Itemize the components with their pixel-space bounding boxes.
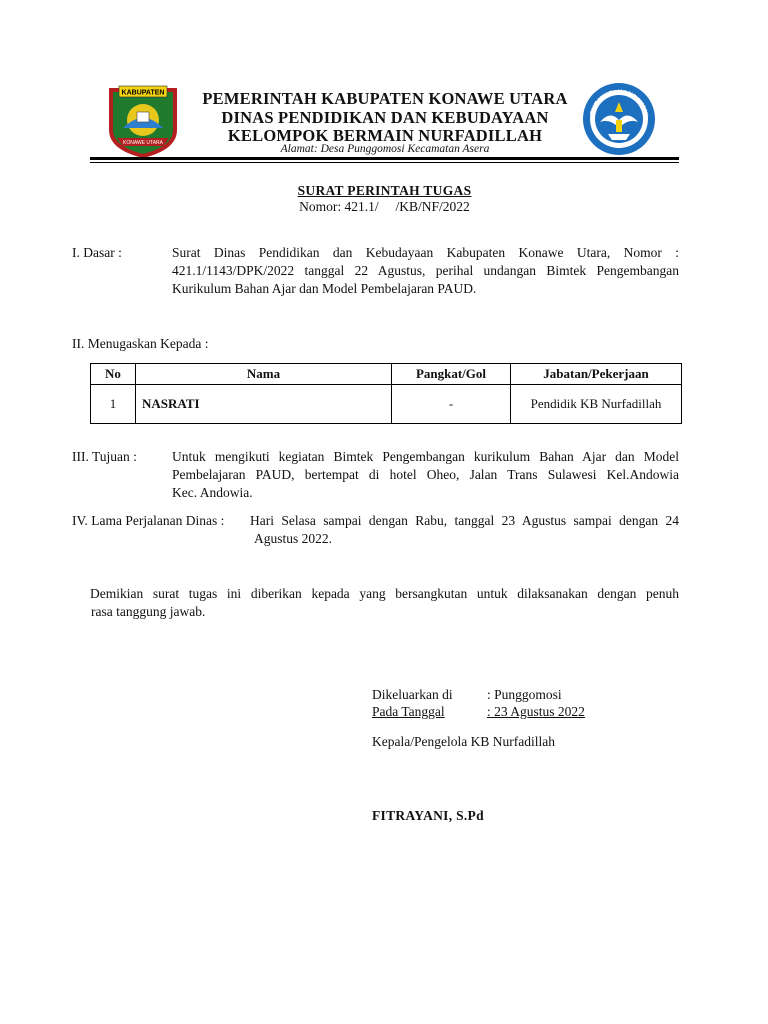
table-row: [91, 385, 682, 424]
dasar-line-1: Surat Dinas Pendidikan dan Kebudayaan Kabupaten Konawe Utara, Nomor :: [172, 245, 679, 260]
letterhead-address: Alamat: Desa Punggomosi Kecamatan Asera: [280, 143, 490, 155]
tujuan-text: [172, 448, 679, 502]
lama-text: [250, 512, 679, 548]
tujuan-label: III. Tujuan :: [72, 449, 137, 464]
signer-position: Kepala/Pengelola KB Nurfadillah: [372, 734, 555, 749]
closing-line-1: Demikian surat tugas ini diberikan kepada yang bersangkutan untuk dilaksanakan dengan penuh: [90, 586, 679, 601]
issued-at-label: Dikeluarkan di: [372, 687, 453, 702]
letterhead: [190, 90, 580, 146]
letterhead-line-3: KELOMPOK BERMAIN NURFADILLAH: [227, 126, 543, 145]
tujuan-line-2: Pembelajaran PAUD, bertempat di hotel Oheo, Jalan Trans Sulawesi Kel.Andowia: [172, 467, 679, 482]
tujuan-line-1: Untuk mengikuti kegiatan Bimtek Pengembangan kurikulum Bahan Ajar dan Model: [172, 449, 679, 464]
table-header-row: [91, 364, 682, 385]
header-divider-thin: [90, 162, 679, 163]
col-header-nama: Nama: [136, 364, 392, 385]
svg-text:KABUPATEN: KABUPATEN: [121, 89, 165, 97]
header-divider-thick: [90, 157, 679, 160]
assignment-table: [90, 363, 682, 424]
signer-name: FITRAYANI, S.Pd: [372, 808, 484, 823]
cell-pangkat: -: [392, 385, 511, 424]
lama-label: IV. Lama Perjalanan Dinas :: [72, 513, 225, 528]
lama-line-2: Agustus 2022.: [254, 531, 333, 546]
closing-paragraph: [90, 585, 679, 621]
svg-text:KONAWE UTARA: KONAWE UTARA: [122, 140, 164, 146]
col-header-pangkat: Pangkat/Gol: [392, 364, 511, 385]
col-header-jabatan: Jabatan/Pekerjaan: [511, 364, 682, 385]
issued-date-value: : 23 Agustus 2022: [487, 704, 585, 719]
document-title: SURAT PERINTAH TUGAS: [297, 183, 472, 198]
cell-nama: NASRATI: [136, 385, 392, 424]
dasar-line-3: Kurikulum Bahan Ajar dan Model Pembelajaran PAUD.: [172, 281, 477, 296]
tujuan-line-3: Kec. Andowia.: [172, 485, 253, 500]
tut-wuri-handayani-logo: [580, 80, 658, 158]
issued-at-value: : Punggomosi: [487, 687, 562, 702]
issued-date-label: Pada Tanggal: [372, 704, 445, 719]
closing-line-2: rasa tanggung jawab.: [91, 604, 206, 619]
letterhead-line-1: PEMERINTAH KABUPATEN KONAWE UTARA: [202, 89, 568, 108]
lama-line-1: Hari Selasa sampai dengan Rabu, tanggal 23 Agustus sampai dengan 24: [250, 513, 679, 528]
dasar-line-2: 421.1/1143/DPK/2022 tanggal 22 Agustus, perihal undangan Bimtek Pengembangan: [172, 263, 679, 278]
dasar-text: [172, 244, 679, 298]
dasar-label: I. Dasar :: [72, 245, 122, 260]
letterhead-line-2: DINAS PENDIDIKAN DAN KEBUDAYAAN: [221, 107, 549, 127]
cell-no: 1: [91, 385, 136, 424]
menugaskan-label: II. Menugaskan Kepada :: [72, 336, 209, 351]
col-header-no: No: [91, 364, 136, 385]
svg-text:TUT WURI HANDAYANI: TUT WURI HANDAYANI: [589, 88, 649, 117]
cell-jabatan: Pendidik KB Nurfadillah: [511, 385, 682, 424]
kabupaten-logo: [105, 82, 181, 158]
document-number: Nomor: 421.1/ /KB/NF/2022: [299, 199, 470, 214]
